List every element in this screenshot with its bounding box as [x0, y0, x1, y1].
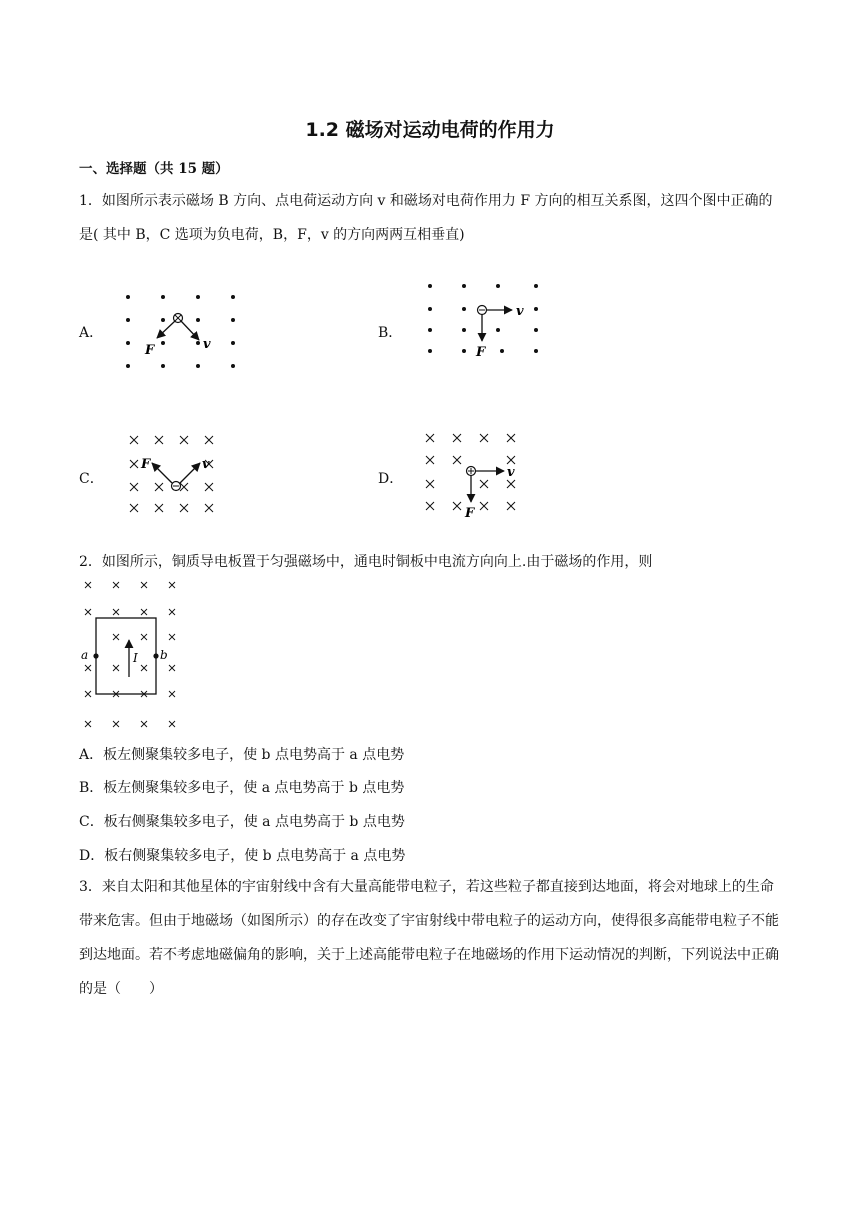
q1-option-d-label[interactable]: D．	[378, 471, 404, 487]
q1-option-c-diagram	[124, 430, 234, 520]
question-2-text: 2．如图所示，铜质导电板置于匀强磁场中，通电时铜板中电流方向向上.由于磁场的作用，则	[79, 554, 653, 570]
question-1-text: 1．如图所示表示磁场 B 方向、点电荷运动方向 v 和磁场对电荷作用力 F 方向的相互关系图，这四个图中正确的是( 其中 B，C 选项为负电荷，B，F，v 的方向两两互相垂直)	[79, 193, 773, 243]
q1-b-label-v: v	[516, 304, 524, 319]
q2-option-d[interactable]: D．板右侧聚集较多电子，使 b 点电势高于 a 点电势	[79, 848, 406, 864]
q1-c-charge-minus-icon	[172, 482, 181, 491]
q1-option-c-label[interactable]: C．	[79, 471, 104, 487]
q1-c-label-f: F	[141, 457, 151, 472]
q1-option-d-diagram	[420, 428, 540, 523]
q1-d-charge-plus-icon	[467, 467, 476, 476]
q1-b-label-f: F	[476, 345, 486, 360]
q1-d-label-v: v	[507, 465, 515, 480]
q1-c-label-v: v	[202, 457, 210, 472]
q1-a-force-arrow	[157, 321, 175, 338]
q1-c-velocity-arrow	[180, 463, 200, 483]
q2-option-a[interactable]: A．板左侧聚集较多电子，使 b 点电势高于 a 点电势	[79, 747, 405, 763]
q2-copper-plate	[96, 618, 156, 694]
q1-option-a-label[interactable]: A．	[79, 325, 104, 341]
q1-a-label-f: F	[145, 343, 155, 358]
q2-point-a	[93, 653, 98, 658]
q1-c-force-arrow	[152, 463, 172, 483]
q2-copper-plate-diagram	[78, 576, 188, 736]
q1-c-field-crosses	[130, 436, 213, 512]
page-title: 1.2 磁场对运动电荷的作用力	[305, 119, 555, 141]
q2-point-b	[153, 653, 158, 658]
q2-label-i: I	[133, 651, 138, 665]
q2-option-b[interactable]: B．板左侧聚集较多电子，使 a 点电势高于 b 点电势	[79, 780, 405, 796]
q1-a-label-v: v	[203, 337, 211, 352]
q1-d-label-f: F	[465, 506, 475, 521]
q2-label-b: b	[160, 648, 168, 662]
question-3-text: 3．来自太阳和其他星体的宇宙射线中含有大量高能带电粒子，若这些粒子都直接到达地面，将会对地球上的生命带来危害。但由于地磁场（如图所示）的存在改变了宇宙射线中带电粒子的运动方向，使得很多高能带电粒子不能到达地面。若不考虑地磁偏角的影响，关于上述高能带电粒子在地磁场的作用下运动情况的判断，下列说法中正确的是（ ）	[79, 879, 779, 997]
section-heading: 一、选择题（共 15 题）	[79, 161, 229, 177]
q2-option-c[interactable]: C．板右侧聚集较多电子，使 a 点电势高于 b 点电势	[79, 814, 405, 830]
q1-option-b-label[interactable]: B．	[378, 325, 403, 341]
q2-label-a: a	[81, 648, 89, 662]
q1-b-charge-minus-icon	[478, 306, 487, 315]
q1-a-velocity-arrow	[181, 321, 199, 340]
q1-option-a-diagram	[115, 288, 245, 373]
q1-option-b-diagram	[420, 276, 560, 361]
